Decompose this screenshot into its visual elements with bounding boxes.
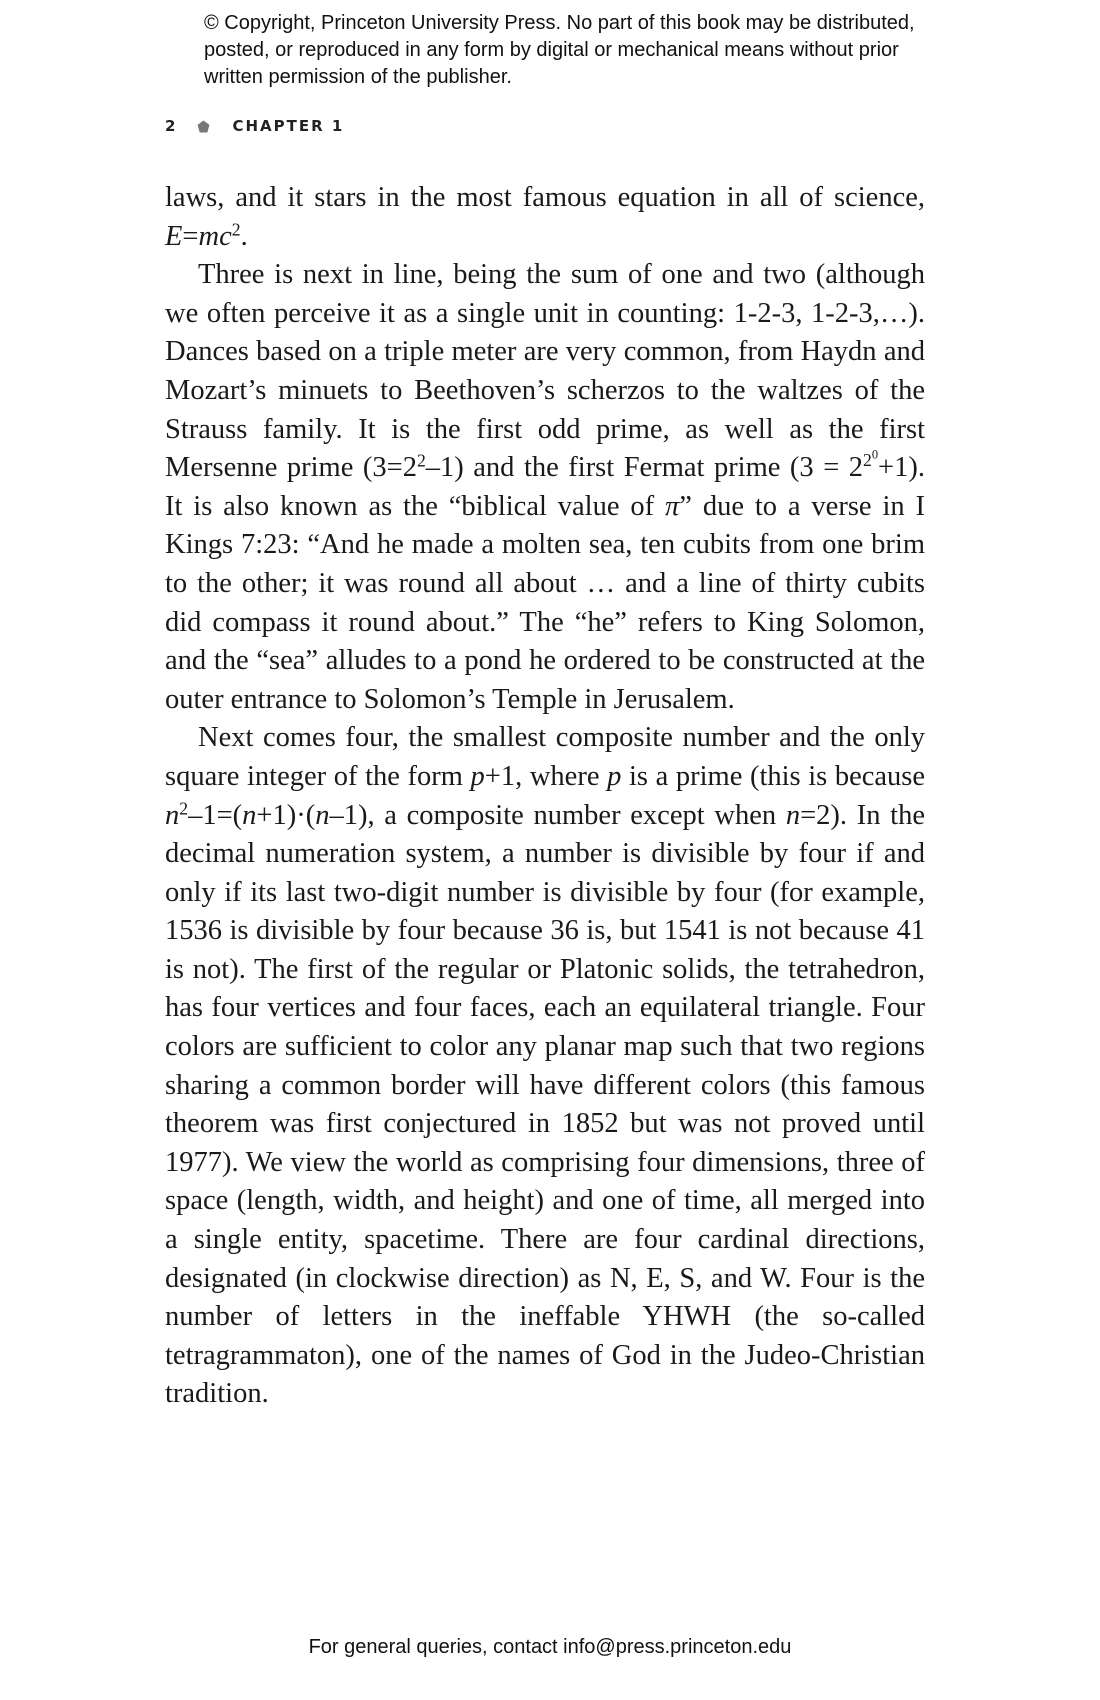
paragraph-text: –1), a composite number except when (329, 799, 777, 831)
paragraph-text: ” due to a verse in I Kings 7:23: “And he made a molten sea, ten cubits from one brim to the other; it was round all about … and a line of thirty cubits did compass it round about.” The “he” refers to King Solomon, and the “sea” alludes to a pond he ordered to be constructed at the outer entrance to Solomon’s Temple in Jerusalem. (165, 490, 925, 715)
running-head (165, 114, 344, 138)
math-variable: p (470, 760, 485, 792)
math-exponent-nested: 0 (871, 448, 879, 463)
paragraph-three (165, 256, 925, 719)
paragraph-four (165, 719, 925, 1414)
math-exponent: 2 (231, 218, 241, 239)
paragraph-text: =2). In the decimal numeration system, a number is divisible by four if and only if its last two-digit number is divisible by four (for example, 1536 is divisible by four because 36 is, but 1541 is not because 41 is not). The first of the regular or Platonic solids, the tetrahedron, has four vertices and four faces, each an equilateral triangle. Four colors are sufficient to color any planar map such that two regions sharing a common border will have different colors (this famous theorem was first conjectured in 1852 but was not proved until 1977). We view the world as comprising four dimensions, three of space (length, width, and height) and one of time, all merged into a single entity, spacetime. There are four cardinal directions, designated (in clockwise direction) as N, E, S, and W. Four is the number of letters in the ineffable YHWH (the so-called tetragrammaton), one of the names of God in the Judeo-Christian tradition. (165, 799, 926, 1410)
math-variable: n (242, 799, 257, 831)
math-exponent (863, 450, 878, 470)
math-variable: n (165, 799, 180, 831)
math-variable: p (607, 760, 622, 792)
pentagon-ornament-icon (197, 120, 210, 133)
paragraph-einstein (165, 179, 925, 256)
math-exponent: 2 (416, 450, 426, 471)
math-symbol: . (240, 220, 248, 252)
paragraph-text: Next comes four, the smallest composite number and the only square integer of the form (165, 722, 925, 792)
math-variable: n (785, 799, 801, 831)
math-variable: mc (198, 220, 232, 252)
paragraph-text: –1) and the first Fermat prime (3 = 2 (425, 452, 864, 484)
math-exponent-base: 2 (863, 450, 872, 471)
math-variable: n (315, 799, 330, 831)
page-number: 2 (165, 117, 178, 135)
chapter-label: CHAPTER 1 (232, 117, 345, 135)
copyright-notice: © Copyright, Princeton University Press. No part of this book may be distributed, posted, or reproduced in any form by digital or mechanical means without prior written permission of the publisher. (204, 12, 915, 88)
body-text (165, 179, 925, 1414)
paragraph-text: laws, and it stars in the most famous equation in all of science, (165, 182, 925, 213)
paragraph-text: +1). It is also known as the “biblical value of (165, 452, 925, 522)
paragraph-text: +1, where (484, 760, 600, 792)
footer-contact: For general queries, contact info@press.princeton.edu (308, 1636, 792, 1658)
paragraph-text: Three is next in line, being the sum of one and two (although we often perceive it as a single unit in counting: 1-2-3, 1-2-3,…). Dances based on a triple meter are very common, from Haydn and Mozart’s minuets to Beethoven’s scherzos to the waltzes of the Strauss family. It is the first odd prime, as well as the first Mersenne prime (3=2 (165, 259, 925, 484)
paragraph-text: +1)·( (256, 799, 316, 831)
math-exponent: 2 (179, 797, 189, 818)
paragraph-text: –1=( (188, 799, 243, 831)
paragraph-text: is a prime (this is because (628, 760, 926, 792)
math-variable: E (165, 220, 183, 252)
math-symbol: = (182, 220, 199, 252)
math-symbol: π (665, 490, 680, 522)
